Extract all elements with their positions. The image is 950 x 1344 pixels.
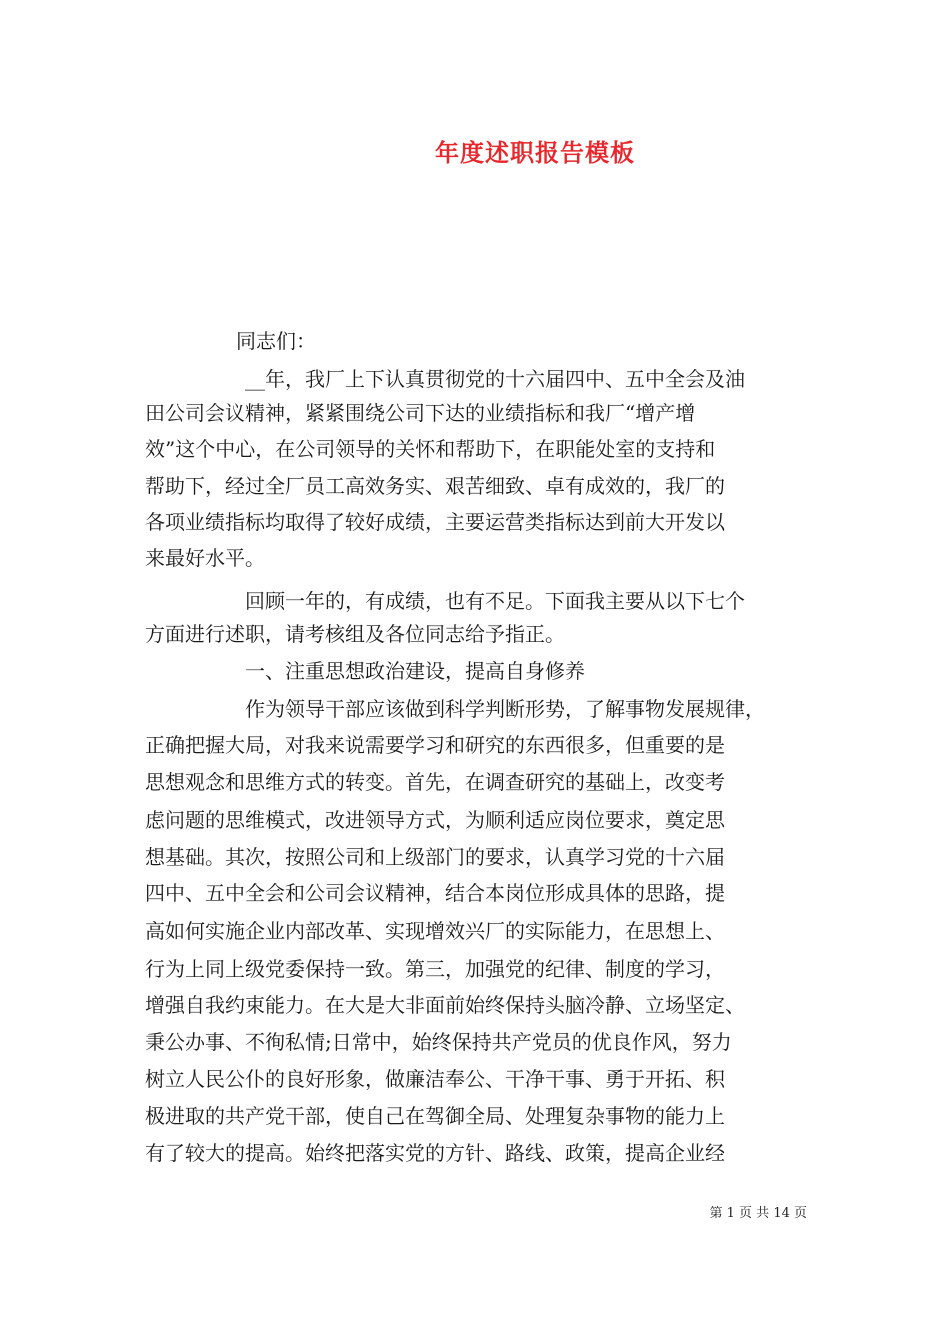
body-line: 虑问题的思维模式，改进领导方式，为顺利适应岗位要求，奠定思	[145, 808, 725, 832]
body-line: 想基础。其次，按照公司和上级部门的要求，认真学习党的十六届	[145, 845, 725, 869]
body-line: 有了较大的提高。始终把落实党的方针、路线、政策，提高企业经	[145, 1141, 725, 1165]
body-line: 作为领导干部应该做到科学判断形势，了解事物发展规律，	[245, 697, 765, 721]
body-line: 来最好水平。	[145, 546, 265, 570]
body-line: 方面进行述职，请考核组及各位同志给予指正。	[145, 622, 565, 646]
body-line: 帮助下，经过全厂员工高效务实、艰苦细致、卓有成效的，我厂的	[145, 474, 725, 498]
page-number: 第 1 页 共 14 页	[709, 1206, 807, 1221]
body-line: 回顾一年的，有成绩，也有不足。下面我主要从以下七个	[245, 589, 745, 613]
body-line: 增强自我约束能力。在大是大非面前始终保持头脑冷静、立场坚定、	[145, 993, 745, 1017]
body-line: 高如何实施企业内部改革、实现增效兴厂的实际能力，在思想上、	[145, 919, 725, 943]
body-line: 四中、五中全会和公司会议精神，结合本岗位形成具体的思路，提	[145, 881, 725, 905]
body-line: __年，我厂上下认真贯彻党的十六届四中、五中全会及油	[245, 367, 745, 391]
body-line: 田公司会议精神，紧紧围绕公司下达的业绩指标和我厂“增产增	[145, 401, 696, 425]
body-line: 秉公办事、不徇私情;日常中，始终保持共产党员的优良作风，努力	[145, 1030, 732, 1054]
body-line: 各项业绩指标均取得了较好成绩，主要运营类指标达到前大开发以	[145, 510, 725, 534]
document-title: 年度述职报告模板	[435, 138, 635, 167]
body-line: 行为上同上级党委保持一致。第三，加强党的纪律、制度的学习，	[145, 957, 725, 981]
body-line: 树立人民公仆的良好形象，做廉洁奉公、干净干事、勇于开拓、积	[145, 1067, 725, 1091]
body-line: 效”这个中心，在公司领导的关怀和帮助下，在职能处室的支持和	[145, 437, 716, 461]
body-line: 正确把握大局，对我来说需要学习和研究的东西很多，但重要的是	[145, 733, 725, 757]
greeting: 同志们：	[236, 329, 316, 353]
body-line: 极进取的共产党干部，使自己在驾御全局、处理复杂事物的能力上	[145, 1104, 725, 1128]
section-heading: 一、注重思想政治建设，提高自身修养	[245, 659, 585, 683]
body-line: 思想观念和思维方式的转变。首先，在调查研究的基础上，改变考	[145, 770, 725, 794]
